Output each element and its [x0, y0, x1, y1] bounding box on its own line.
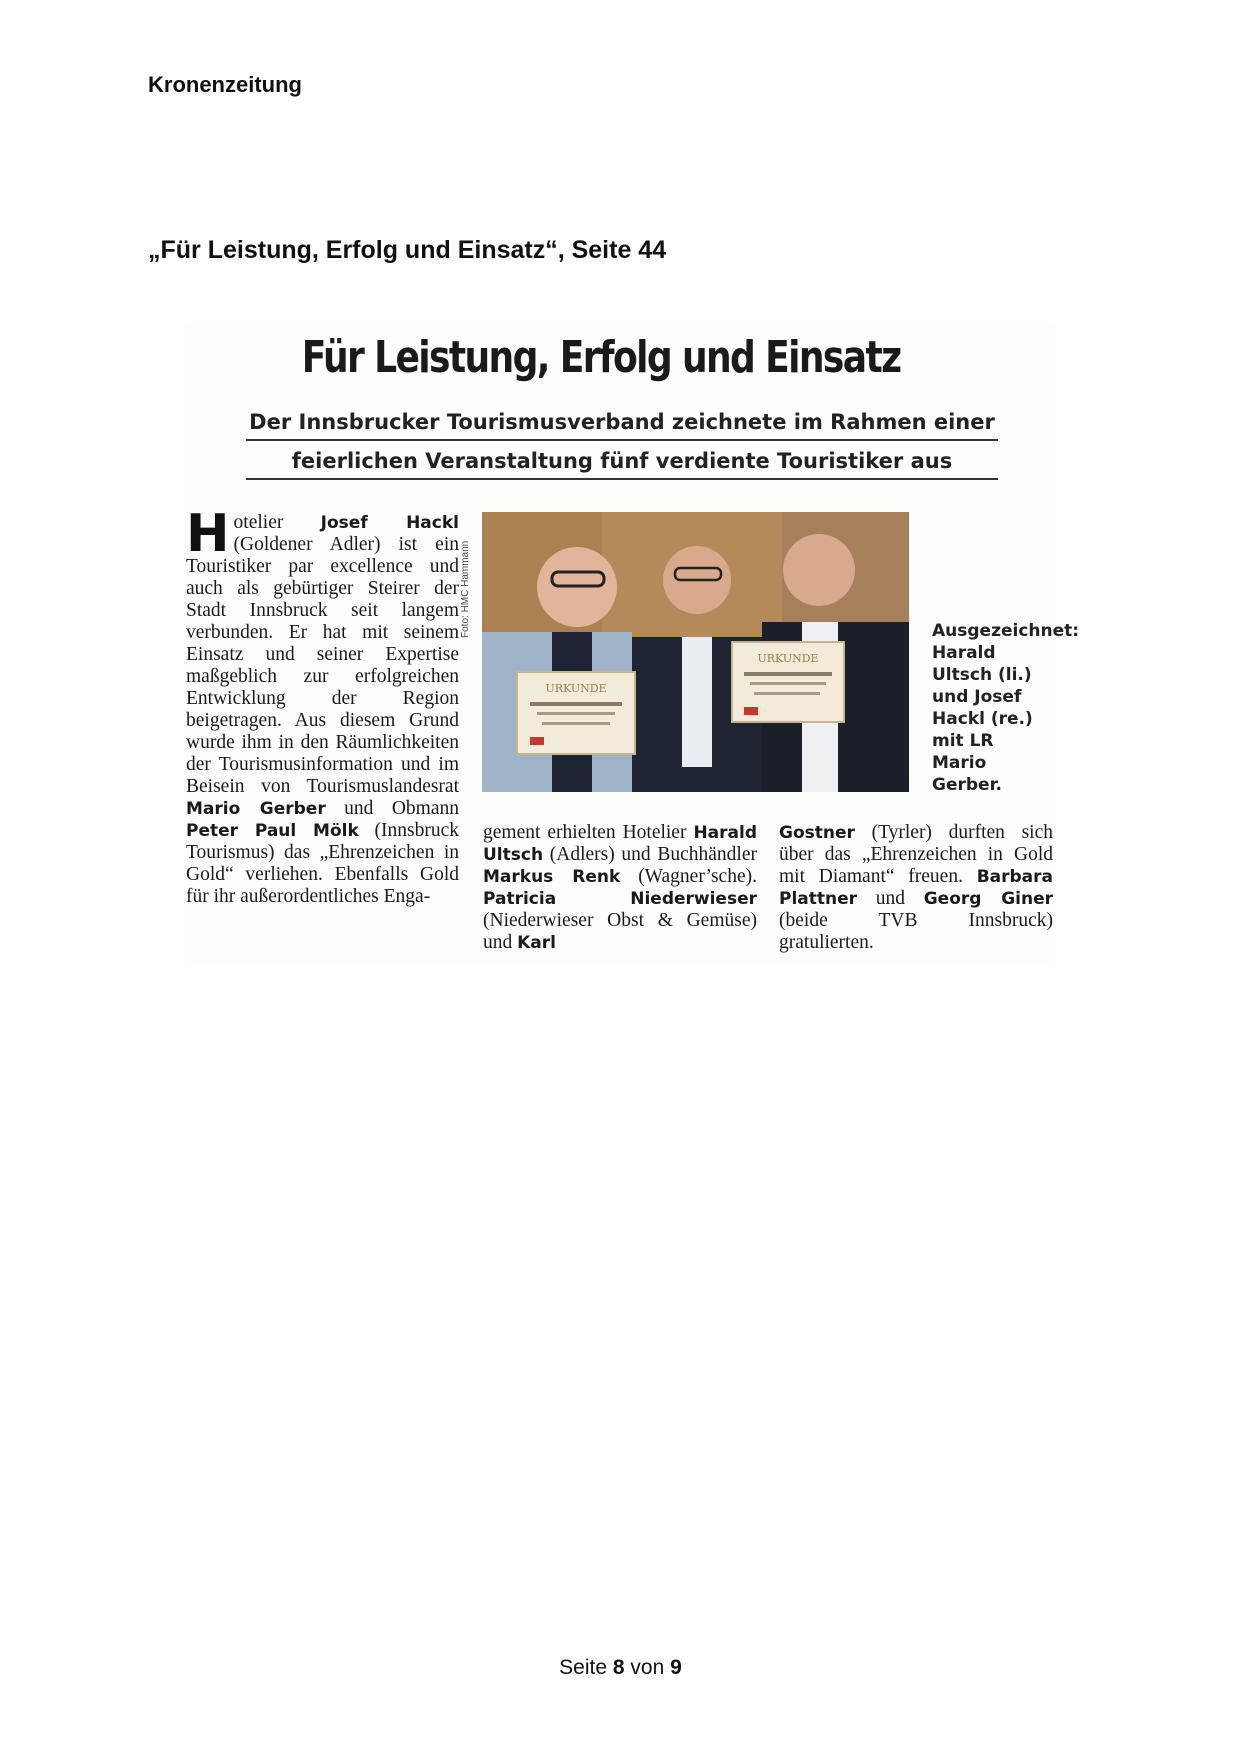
current-page-number: 8 [612, 1656, 625, 1679]
body-text: (Adlers) und Buchhändler [543, 844, 757, 865]
document-title: „Für Leistung, Erfolg und Einsatz“, Seite 44 [148, 236, 667, 264]
body-text: (Goldener Adler) ist ein Touristiker par excellence und auch als gebürtiger Steirer der Stadt Innsbruck seit langem verbunden. Er hat mit seinem Einsatz und seiner Expertise maßgeblich zur erfolgreichen Entwicklung der Region beigetragen. Aus diesem Grund wurde ihm in den Räumlichkeiten der Tourismusinformation und im Beisein von Tourismuslandesrat [186, 534, 459, 797]
body-text: (Tyrler) durften sich über das „Ehrenzeichen in Gold mit Diamant“ freuen. [779, 822, 1053, 887]
dropcap: H [186, 504, 230, 564]
source-label: Kronenzeitung [148, 72, 302, 97]
person-name: Barbara Plattner [779, 867, 1053, 909]
body-text: gement erhielten Hotelier [483, 822, 694, 843]
photo-caption: Ausgezeichnet: Harald Ultsch (li.) und Josef Hackl (re.) mit LR Mario Gerber. [932, 621, 1080, 795]
article-column-2 [483, 822, 757, 954]
newspaper-clipping [186, 322, 1080, 962]
person-name: Gostner [779, 823, 855, 843]
award-photo [482, 512, 909, 792]
person-name: Karl [517, 933, 556, 953]
footer-middle: von [630, 1656, 665, 1679]
article-subline-2: feierlichen Veranstaltung fünf verdiente Touristiker aus [291, 449, 953, 473]
divider [246, 478, 998, 480]
total-page-count: 9 [670, 1656, 682, 1679]
certificate-label: URKUNDE [757, 652, 819, 665]
body-text: (Wagner’sche). [620, 866, 757, 887]
body-text: (beide TVB Innsbruck) gratulierten. [779, 910, 1053, 953]
article-column-1 [186, 504, 459, 908]
article-subline-1: Der Innsbrucker Tourismusverband zeichnete im Rahmen einer [249, 410, 995, 434]
person-name: Josef Hackl [320, 513, 459, 533]
body-text: (Niederwieser Obst & Gemüse) und [483, 910, 757, 953]
body-text: und [857, 888, 924, 909]
award-photo-illustration [482, 512, 909, 792]
person-name: Markus Renk [483, 867, 621, 887]
person-name: Patricia Niederwieser [483, 889, 757, 909]
page-footer [0, 1656, 1241, 1680]
footer-prefix: Seite [559, 1656, 608, 1679]
certificate-label: URKUNDE [545, 682, 607, 695]
person-name: Mario Gerber [186, 799, 326, 819]
person-name: Peter Paul Mölk [186, 821, 359, 841]
person-name: Harald Ultsch [483, 823, 757, 865]
article-headline: Für Leistung, Erfolg und Einsatz [301, 332, 901, 383]
body-text: otelier [233, 512, 321, 533]
divider [246, 439, 998, 441]
photo-credit: Foto: HMC Hammann [460, 540, 471, 638]
body-text: (Innsbruck Tourismus) das „Ehrenzeichen in Gold“ verliehen. Ebenfalls Gold für ihr außerordentliches Enga- [186, 820, 459, 907]
article-column-3 [779, 822, 1053, 954]
person-name: Georg Giner [923, 889, 1053, 909]
body-text: und Obmann [325, 798, 459, 819]
